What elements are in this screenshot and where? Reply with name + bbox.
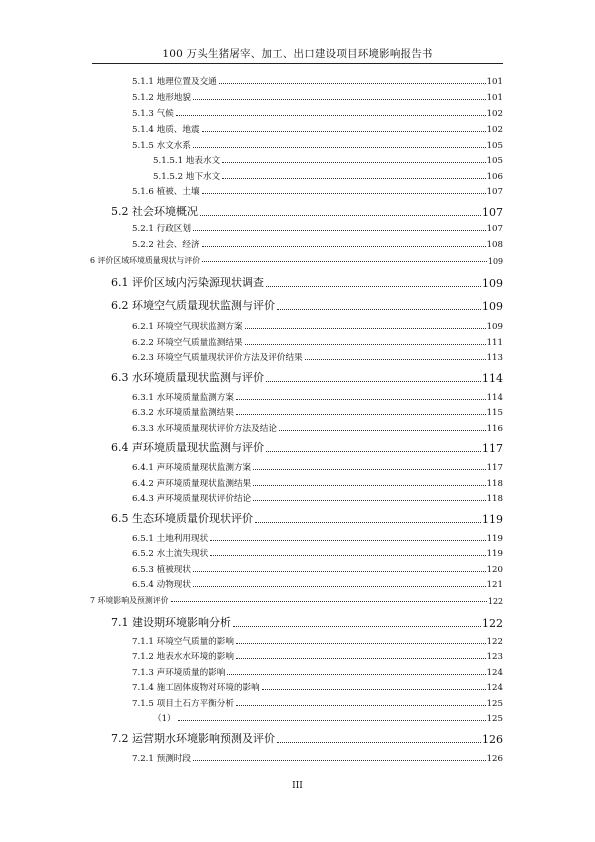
toc-label: 6.4.1 声环境质量现状监测方案 [132, 463, 252, 473]
dot-leader [193, 571, 486, 572]
toc-label: 7.2.1 预测时段 [132, 754, 191, 764]
toc-entry-6-3-2[interactable] [132, 406, 503, 418]
dot-leader [202, 193, 486, 194]
dot-leader [202, 246, 486, 247]
toc-entry-6-5-4[interactable] [132, 578, 503, 590]
toc-entry-7-1[interactable] [111, 614, 503, 630]
toc-label: 7.1.1 环境空气质量的影响 [132, 637, 234, 647]
toc-entry-6-2-1[interactable] [132, 320, 503, 332]
dot-leader [236, 399, 486, 400]
toc-label: 6.2.3 环境空气质量现状评价方法及评价结果 [132, 353, 303, 363]
toc-entry-7-1-2[interactable] [132, 650, 503, 662]
toc-label: 6.5.2 水土流失现状 [132, 549, 209, 559]
toc-page-number: 125 [486, 699, 503, 709]
toc-label: 6.3.3 水环境质量现状评价方法及结论 [132, 424, 277, 434]
toc-label: 5.2 社会环境概况 [111, 205, 198, 218]
toc-entry-6-4-2[interactable] [132, 477, 503, 489]
toc-entry-7-1-1[interactable] [132, 635, 503, 647]
toc-page-number: 114 [486, 393, 503, 403]
toc-label: 6.1 评价区域内污染源现状调查 [111, 276, 264, 289]
toc-label: 6.2 环境空气质量现状监测与评价 [111, 299, 275, 312]
dot-leader [253, 469, 485, 470]
toc-page-number: 124 [486, 683, 503, 693]
toc-page-number: 101 [486, 77, 503, 87]
toc-entry-6-3[interactable] [111, 369, 503, 385]
toc-label: 6.3.2 水环境质量监测结果 [132, 408, 234, 418]
toc-entry-7-1-4[interactable] [132, 681, 503, 693]
toc-entry-6-4-3[interactable] [132, 492, 503, 504]
toc-entry-7-1-3[interactable] [132, 666, 503, 678]
toc-label: 7.2 运营期水环境影响预测及评价 [111, 732, 275, 745]
toc-label: 5.1.6 植被、土壤 [132, 187, 200, 197]
toc-page-number: 120 [486, 565, 503, 575]
toc-entry-7-1-5-item-1[interactable] [153, 712, 503, 724]
toc-page-number: 122 [486, 637, 503, 647]
toc-label: 6 评价区域环境质量现状与评价 [90, 256, 201, 265]
dot-leader [193, 760, 486, 761]
toc-entry-5-2-1[interactable] [132, 222, 503, 234]
toc-entry-5-2[interactable] [111, 203, 503, 219]
toc-entry-6-3-3[interactable] [132, 422, 503, 434]
toc-page-number: 107 [486, 224, 503, 234]
toc-entry-6-3-1[interactable] [132, 391, 503, 403]
dot-leader [227, 674, 485, 675]
dot-leader [178, 720, 486, 721]
toc-page-number: 116 [486, 424, 503, 434]
dot-leader [193, 147, 486, 148]
toc-label: 7 环境影响及预测评价 [90, 596, 169, 605]
dot-leader [277, 742, 481, 743]
toc-label: 7.1.2 地表水水环境的影响 [132, 652, 234, 662]
dot-leader [176, 115, 486, 116]
toc-page-number: 126 [486, 754, 503, 764]
toc-label: 5.2.2 社会、经济 [132, 240, 200, 250]
toc-page-number: 122 [487, 597, 503, 606]
dot-leader [279, 430, 486, 431]
toc-entry-5-1-1[interactable] [132, 75, 503, 87]
toc-page-number: 119 [486, 534, 503, 544]
toc-page-number: 123 [486, 652, 503, 662]
toc-page-number: 121 [486, 580, 503, 590]
toc-entry-5-1-4[interactable] [132, 123, 503, 135]
dot-leader [200, 215, 481, 216]
toc-page-number: 117 [482, 442, 503, 455]
toc-page-number: 109 [482, 277, 503, 290]
dot-leader [193, 230, 486, 231]
toc-page-number: 124 [486, 668, 503, 678]
toc-entry-chapter-7[interactable] [90, 595, 503, 606]
dot-leader [233, 626, 481, 627]
toc-page-number: 108 [486, 240, 503, 250]
toc-page-number: 106 [486, 172, 503, 182]
toc-entry-6-4-1[interactable] [132, 461, 503, 473]
toc-entry-6-4[interactable] [111, 439, 503, 455]
toc-page-number: 114 [482, 372, 503, 385]
toc-label: 5.1.5.1 地表水文 [153, 156, 221, 166]
toc-label: 5.2.1 行政区划 [132, 224, 191, 234]
toc-entry-5-1-5-1[interactable] [153, 154, 503, 166]
toc-label: 7.1.4 施工固体废物对环境的影响 [132, 683, 260, 693]
dot-leader [266, 381, 481, 382]
dot-leader [171, 601, 487, 602]
dot-leader [193, 99, 486, 100]
toc-page-number: 118 [486, 494, 503, 504]
toc-page-number: 113 [486, 353, 503, 363]
toc-label: 7.1 建设期环境影响分析 [111, 616, 231, 629]
dot-leader [305, 359, 486, 360]
toc-page-number: 122 [482, 617, 503, 630]
toc-entry-6-5-3[interactable] [132, 563, 503, 575]
toc-entry-chapter-6[interactable] [90, 255, 503, 266]
toc-page-number: 117 [486, 463, 503, 473]
toc-label: 5.1.3 气候 [132, 109, 174, 119]
toc-page-number: 105 [486, 141, 503, 151]
dot-leader [202, 131, 486, 132]
dot-leader [262, 689, 486, 690]
toc-label: （1） [153, 714, 176, 724]
dot-leader [245, 328, 486, 329]
toc-page-number: 125 [486, 714, 503, 724]
toc-label: 5.1.5 水文水系 [132, 141, 191, 151]
toc-entry-6-2[interactable] [111, 297, 503, 313]
toc-page-number: 111 [486, 338, 503, 348]
dot-leader [222, 162, 485, 163]
toc-label: 6.4.3 声环境质量现状评价结论 [132, 494, 252, 504]
toc-page-number: 109 [482, 300, 503, 313]
toc-label: 7.1.5 项目土石方平衡分析 [132, 699, 234, 709]
toc-label: 6.5.1 土地利用现状 [132, 534, 209, 544]
toc-entry-6-5-2[interactable] [132, 547, 503, 559]
dot-leader [255, 522, 481, 523]
dot-leader [210, 540, 485, 541]
toc-label: 6.5.4 动物现状 [132, 580, 191, 590]
toc-page-number: 109 [486, 322, 503, 332]
toc-entry-5-1-2[interactable] [132, 91, 503, 103]
dot-leader [202, 261, 487, 262]
dot-leader [236, 643, 486, 644]
toc-page-number: 105 [486, 156, 503, 166]
dot-leader [219, 83, 486, 84]
toc-page-number: 101 [486, 93, 503, 103]
toc-entry-5-1-5[interactable] [132, 139, 503, 151]
dot-leader [277, 309, 481, 310]
dot-leader [266, 286, 481, 287]
toc-label: 6.4 声环境质量现状监测与评价 [111, 441, 264, 454]
toc-page-number: 102 [486, 125, 503, 135]
toc-entry-6-1[interactable] [111, 274, 503, 290]
toc-label: 6.4.2 声环境质量现状监测结果 [132, 479, 252, 489]
toc-entry-6-2-2[interactable] [132, 336, 503, 348]
toc-entry-7-1-5[interactable] [132, 697, 503, 709]
toc-label: 5.1.5.2 地下水文 [153, 172, 221, 182]
dot-leader [210, 555, 485, 556]
toc-label: 6.2.2 环境空气质量监测结果 [132, 338, 243, 348]
toc-label: 6.5 生态环境质量价现状评价 [111, 512, 253, 525]
toc-page-number: 126 [482, 733, 503, 746]
toc-entry-7-2[interactable] [111, 730, 503, 746]
toc-label: 6.3 水环境质量现状监测与评价 [111, 371, 264, 384]
toc-entry-5-2-2[interactable] [132, 238, 503, 250]
toc-label: 6.3.1 水环境质量监测方案 [132, 393, 234, 403]
toc-entry-6-5[interactable] [111, 510, 503, 526]
toc-label: 7.1.3 声环境质量的影响 [132, 668, 226, 678]
dot-leader [253, 485, 485, 486]
dot-leader [245, 344, 486, 345]
dot-leader [222, 178, 485, 179]
toc-entry-5-1-3[interactable] [132, 107, 503, 119]
toc-page-number: 102 [486, 109, 503, 119]
toc-label: 6.5.3 植被现状 [132, 565, 191, 575]
page-number: III [292, 781, 303, 791]
dot-leader [253, 500, 485, 501]
toc-page-number: 118 [486, 479, 503, 489]
toc-page-number: 107 [482, 206, 503, 219]
toc-entry-5-1-6[interactable] [132, 185, 503, 197]
toc-entry-6-2-3[interactable] [132, 351, 503, 363]
toc-page-number: 119 [482, 513, 503, 526]
toc-page-number: 107 [486, 187, 503, 197]
toc-label: 6.2.1 环境空气现状监测方案 [132, 322, 243, 332]
dot-leader [236, 414, 486, 415]
toc-page-number: 109 [487, 257, 503, 266]
toc-entry-6-5-1[interactable] [132, 532, 503, 544]
dot-leader [236, 705, 486, 706]
toc-entry-5-1-5-2[interactable] [153, 170, 503, 182]
dot-leader [266, 451, 481, 452]
page-header: 100 万头生猪屠宰、加工、出口建设项目环境影响报告书 [162, 48, 433, 60]
toc-label: 5.1.2 地形地貌 [132, 93, 191, 103]
toc-page-number: 115 [486, 408, 503, 418]
toc-label: 5.1.4 地质、地震 [132, 125, 200, 135]
toc-label: 5.1.1 地理位置及交通 [132, 77, 217, 87]
dot-leader [236, 658, 486, 659]
dot-leader [193, 586, 486, 587]
toc-entry-7-2-1[interactable] [132, 752, 503, 764]
toc-page-number: 119 [486, 549, 503, 559]
